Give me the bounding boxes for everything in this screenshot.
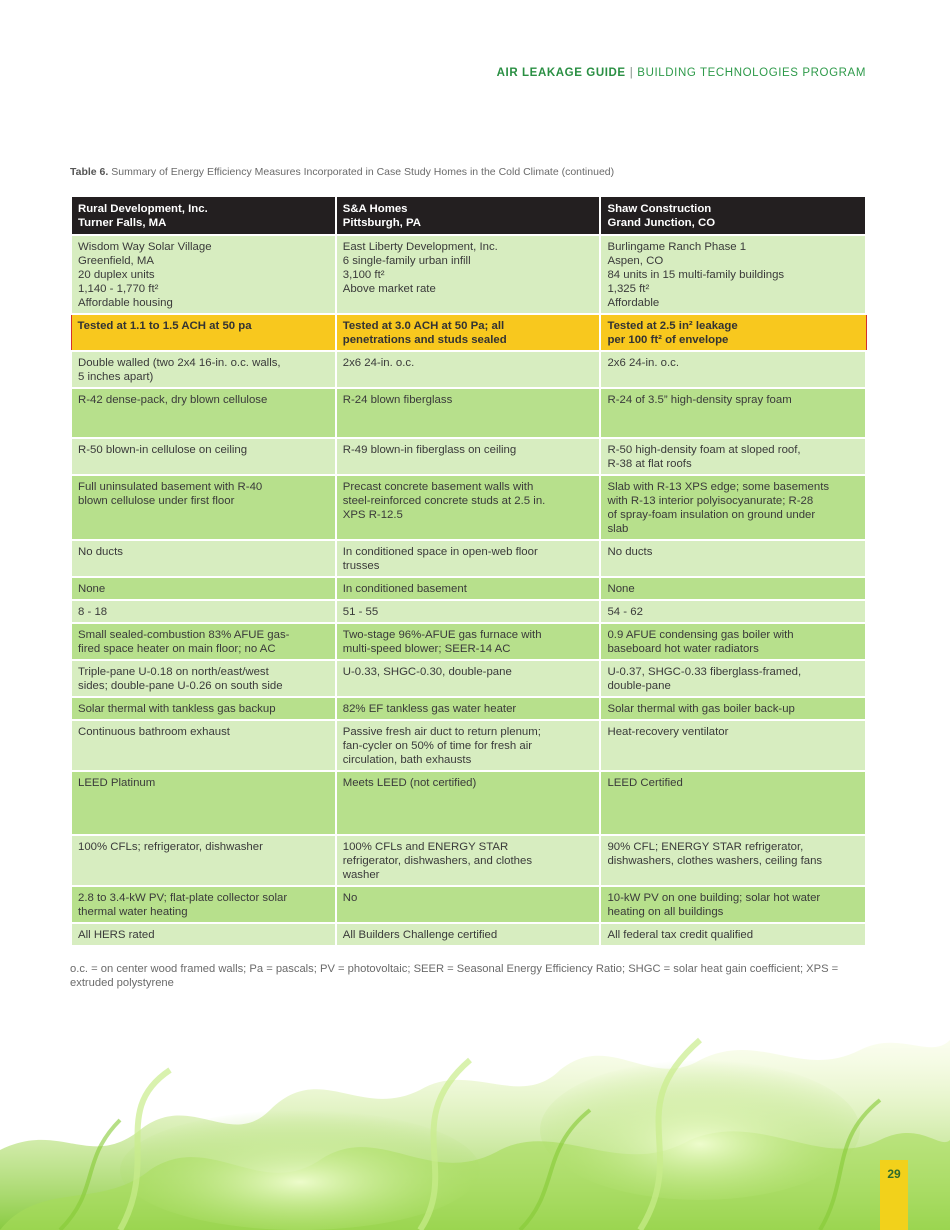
cell-line: fired space heater on main floor; no AC: [78, 643, 276, 655]
table-row: [71, 697, 866, 720]
table-row: [71, 660, 866, 697]
cell-line: Small sealed-combustion 83% AFUE gas-: [78, 629, 290, 641]
table-cell: [336, 886, 601, 923]
table-cell: [336, 314, 601, 351]
table-row: [71, 600, 866, 623]
header-line: Rural Development, Inc.: [78, 203, 208, 215]
cell-line: thermal water heating: [78, 906, 188, 918]
cell-line: Heat-recovery ventilator: [607, 726, 729, 738]
cell-line: None: [607, 583, 635, 595]
table-cell: [71, 886, 336, 923]
cell-line: Meets LEED (not certified): [342, 777, 477, 789]
cell-line: R-49 blown-in fiberglass on ceiling: [342, 444, 517, 456]
cell-line: washer: [342, 869, 380, 881]
cell-line: 2x6 24-in. o.c.: [607, 357, 680, 369]
cell-line: R-38 at flat roofs: [607, 458, 692, 470]
cell-line: Solar thermal with gas boiler back-up: [607, 703, 795, 715]
cell-line: U-0.37, SHGC-0.33 fiberglass-framed,: [607, 666, 802, 678]
cell-line: Tested at 3.0 ACH at 50 Pa; all: [342, 320, 505, 332]
guide-title: AIR LEAKAGE GUIDE: [496, 67, 626, 79]
table-cell: [600, 886, 866, 923]
table-row: [71, 475, 866, 540]
cell-line: 100% CFLs and ENERGY STAR: [342, 841, 509, 853]
table-cell: [600, 388, 866, 438]
cell-line: refrigerator, dishwashers, and clothes: [342, 855, 533, 867]
table-cell: [336, 697, 601, 720]
table-cell: [336, 235, 601, 314]
cell-line: R-50 blown-in cellulose on ceiling: [78, 444, 248, 456]
cell-line: 2.8 to 3.4-kW PV; flat-plate collector solar: [78, 892, 288, 904]
cell-line: Tested at 1.1 to 1.5 ACH at 50 pa: [77, 320, 252, 332]
cell-line: In conditioned space in open-web floor: [342, 546, 538, 558]
cell-line: blown cellulose under first floor: [78, 495, 235, 507]
table-header: [71, 196, 866, 235]
table-row: [71, 351, 866, 388]
cell-line: 10-kW PV on one building; solar hot water: [607, 892, 821, 904]
table-cell: [600, 771, 866, 835]
cell-line: No: [342, 892, 358, 904]
cell-line: Double walled (two 2x4 16-in. o.c. walls,: [78, 357, 281, 369]
header-line: Grand Junction, CO: [607, 217, 716, 229]
table-row: [71, 720, 866, 771]
cell-line: XPS R-12.5: [342, 509, 403, 521]
table-row: [71, 540, 866, 577]
cell-line: Above market rate: [342, 283, 436, 295]
cell-line: Full uninsulated basement with R-40: [78, 481, 263, 493]
cell-line: 1,325 ft²: [607, 283, 650, 295]
cell-line: steel-reinforced concrete studs at 2.5 in.: [342, 495, 546, 507]
table-cell: [600, 623, 866, 660]
header-cell-0: [71, 196, 336, 235]
cell-line: baseboard hot water radiators: [607, 643, 759, 655]
cell-line: Affordable housing: [78, 297, 173, 309]
cell-line: Affordable: [607, 297, 660, 309]
green-smoke-illustration: [0, 1000, 950, 1230]
table-cell: [600, 835, 866, 886]
cell-line: LEED Certified: [607, 777, 683, 789]
cell-line: 6 single-family urban infill: [342, 255, 471, 267]
table-row: [71, 577, 866, 600]
table-row: [71, 835, 866, 886]
cell-line: trusses: [342, 560, 380, 572]
table-cell: [71, 720, 336, 771]
table-cell: [336, 600, 601, 623]
table-cell: [71, 623, 336, 660]
table-cell: [71, 351, 336, 388]
table-cell: [336, 438, 601, 475]
table-row: [71, 923, 866, 946]
table-row: [71, 438, 866, 475]
cell-line: Greenfield, MA: [78, 255, 154, 267]
table-caption-label: Table 6.: [70, 166, 109, 178]
cell-line: circulation, bath exhausts: [342, 754, 472, 766]
page-number: 29: [880, 1160, 908, 1230]
table-body: [71, 235, 866, 946]
cell-line: All HERS rated: [78, 929, 155, 941]
program-title: BUILDING TECHNOLOGIES PROGRAM: [637, 67, 866, 79]
table-cell: [600, 697, 866, 720]
cell-line: East Liberty Development, Inc.: [342, 241, 498, 253]
table-cell: [600, 351, 866, 388]
table-cell: [336, 623, 601, 660]
cell-line: 2x6 24-in. o.c.: [342, 357, 415, 369]
table-cell: [336, 475, 601, 540]
table-cell: [600, 235, 866, 314]
cell-line: 0.9 AFUE condensing gas boiler with: [607, 629, 794, 641]
table-cell: [600, 577, 866, 600]
cell-line: 90% CFL; ENERGY STAR refrigerator,: [607, 841, 804, 853]
table-cell: [600, 540, 866, 577]
header-line: Turner Falls, MA: [78, 217, 167, 229]
header-cell-2: [600, 196, 866, 235]
cell-line: sides; double-pane U-0.26 on south side: [78, 680, 283, 692]
cell-line: Precast concrete basement walls with: [342, 481, 534, 493]
header-cell-1: [336, 196, 601, 235]
header-line: S&A Homes: [342, 203, 408, 215]
table-row: [71, 388, 866, 438]
cell-line: Wisdom Way Solar Village: [78, 241, 212, 253]
table-row: [71, 623, 866, 660]
cell-line: 20 duplex units: [78, 269, 155, 281]
header-separator: |: [629, 67, 634, 79]
table-cell: [71, 835, 336, 886]
cell-line: Continuous bathroom exhaust: [78, 726, 230, 738]
cell-line: No ducts: [607, 546, 653, 558]
cell-line: with R-13 interior polyisocyanurate; R-28: [607, 495, 814, 507]
cell-line: 54 - 62: [607, 606, 643, 618]
cell-line: 84 units in 15 multi-family buildings: [607, 269, 785, 281]
cell-line: penetrations and studs sealed: [342, 334, 507, 346]
cell-line: LEED Platinum: [78, 777, 156, 789]
cell-line: Triple-pane U-0.18 on north/east/west: [78, 666, 269, 678]
table-cell: [71, 540, 336, 577]
table-row: [71, 771, 866, 835]
cell-line: 82% EF tankless gas water heater: [342, 703, 517, 715]
table-cell: [336, 835, 601, 886]
cell-line: Slab with R-13 XPS edge; some basements: [607, 481, 830, 493]
table-cell: [71, 475, 336, 540]
cell-line: 8 - 18: [78, 606, 108, 618]
cell-line: In conditioned basement: [342, 583, 467, 595]
case-study-table: [70, 195, 867, 947]
cell-line: R-42 dense-pack, dry blown cellulose: [78, 394, 268, 406]
table-cell: [336, 540, 601, 577]
table-cell: [71, 438, 336, 475]
cell-line: Burlingame Ranch Phase 1: [607, 241, 747, 253]
cell-line: Two-stage 96%-AFUE gas furnace with: [342, 629, 542, 641]
table-cell: [71, 577, 336, 600]
cell-line: Tested at 2.5 in² leakage: [607, 320, 738, 332]
table-cell: [71, 923, 336, 946]
cell-line: All Builders Challenge certified: [342, 929, 498, 941]
cell-line: All federal tax credit qualified: [607, 929, 754, 941]
cell-line: heating on all buildings: [607, 906, 724, 918]
table-cell: [71, 600, 336, 623]
table-cell: [71, 660, 336, 697]
table-row: [71, 886, 866, 923]
table-caption: [70, 166, 870, 178]
table-cell: [336, 771, 601, 835]
table-cell: [600, 600, 866, 623]
cell-line: 3,100 ft²: [342, 269, 385, 281]
cell-line: None: [78, 583, 106, 595]
cell-line: 1,140 - 1,770 ft²: [78, 283, 159, 295]
table-cell: [71, 388, 336, 438]
cell-line: slab: [607, 523, 629, 535]
running-header: [0, 67, 866, 79]
cell-line: R-24 of 3.5” high-density spray foam: [607, 394, 792, 406]
table-cell: [71, 314, 336, 351]
table-cell: [600, 314, 866, 351]
table-cell: [600, 660, 866, 697]
cell-line: R-24 blown fiberglass: [342, 394, 453, 406]
cell-line: dishwashers, clothes washers, ceiling fans: [607, 855, 823, 867]
table-cell: [336, 923, 601, 946]
cell-line: 5 inches apart): [78, 371, 154, 383]
table-caption-text: Summary of Energy Efficiency Measures Incorporated in Case Study Homes in the Cold Climate (continued): [111, 166, 615, 178]
table-cell: [600, 720, 866, 771]
table-cell: [336, 388, 601, 438]
table-cell: [336, 577, 601, 600]
cell-line: per 100 ft² of envelope: [607, 334, 729, 346]
table-cell: [71, 697, 336, 720]
cell-line: of spray-foam insulation on ground under: [607, 509, 816, 521]
cell-line: Passive fresh air duct to return plenum;: [342, 726, 541, 738]
table-cell: [600, 475, 866, 540]
cell-line: fan-cycler on 50% of time for fresh air: [342, 740, 533, 752]
cell-line: Solar thermal with tankless gas backup: [78, 703, 276, 715]
table-cell: [336, 660, 601, 697]
cell-line: double-pane: [607, 680, 671, 692]
cell-line: Aspen, CO: [607, 255, 664, 267]
table-cell: [336, 720, 601, 771]
table-cell: [336, 351, 601, 388]
table-cell: [71, 235, 336, 314]
table-cell: [71, 771, 336, 835]
cell-line: 100% CFLs; refrigerator, dishwasher: [78, 841, 263, 853]
cell-line: R-50 high-density foam at sloped roof,: [607, 444, 801, 456]
table-cell: [600, 923, 866, 946]
header-line: Pittsburgh, PA: [342, 217, 421, 229]
cell-line: 51 - 55: [342, 606, 379, 618]
header-line: Shaw Construction: [607, 203, 712, 215]
cell-line: U-0.33, SHGC-0.30, double-pane: [342, 666, 512, 678]
cell-line: No ducts: [78, 546, 123, 558]
table-row: [71, 235, 866, 314]
table-row: [71, 314, 866, 351]
table-footnote: o.c. = on center wood framed walls; Pa = pascals; PV = photovoltaic; SEER = Seasonal Energy Efficiency Ratio; SHGC = solar heat gain coefficient; XPS = extruded polystyrene: [70, 963, 839, 989]
cell-line: multi-speed blower; SEER-14 AC: [342, 643, 511, 655]
table-cell: [600, 438, 866, 475]
